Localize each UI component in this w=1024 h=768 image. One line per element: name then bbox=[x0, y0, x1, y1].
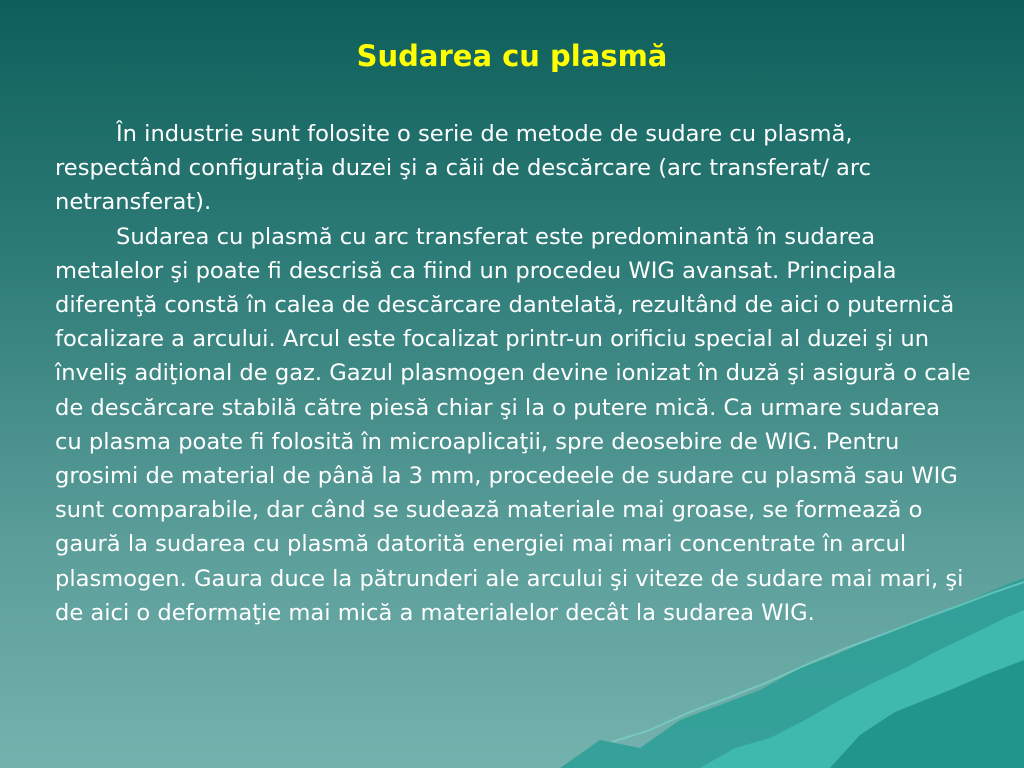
slide-body bbox=[55, 117, 973, 630]
paragraph-transferred-arc: Sudarea cu plasmă cu arc transferat este predominantă în sudarea metalelor şi poate fi descrisă ca fiind un procedeu WIG avansat. Principala diferenţă constă în calea de descărcare dantelată, rezultând de aici o puternică focalizare a arcului. Arcul este focalizat printr-un orificiu special al duzei şi un înveliş adiţional de gaz. Gazul plasmogen devine ionizat în duză şi asigură o cale de descărcare stabilă către piesă chiar şi la o putere mică. Ca urmare sudarea cu plasma poate fi folosită în microaplicaţii, spre deosebire de WIG. Pentru grosimi de material de până la 3 mm, procedeele de sudare cu plasmă sau WIG sunt comparabile, dar când se sudează materiale mai groase, se formează o gaură la sudarea cu plasmă datorită energiei mai mari concentrate în arcul plasmogen. Gaura duce la pătrunderi ale arcului şi viteze de sudare mai mari, şi de aici o deformaţie mai mică a materialelor decât la sudarea WIG. bbox=[55, 223, 971, 626]
slide-title: Sudarea cu plasmă bbox=[356, 39, 668, 73]
paragraph-intro: În industrie sunt folosite o serie de metode de sudare cu plasmă, respectând configuraţia duzei şi a căii de descărcare (arc transferat/ arc netransferat). bbox=[55, 121, 872, 216]
